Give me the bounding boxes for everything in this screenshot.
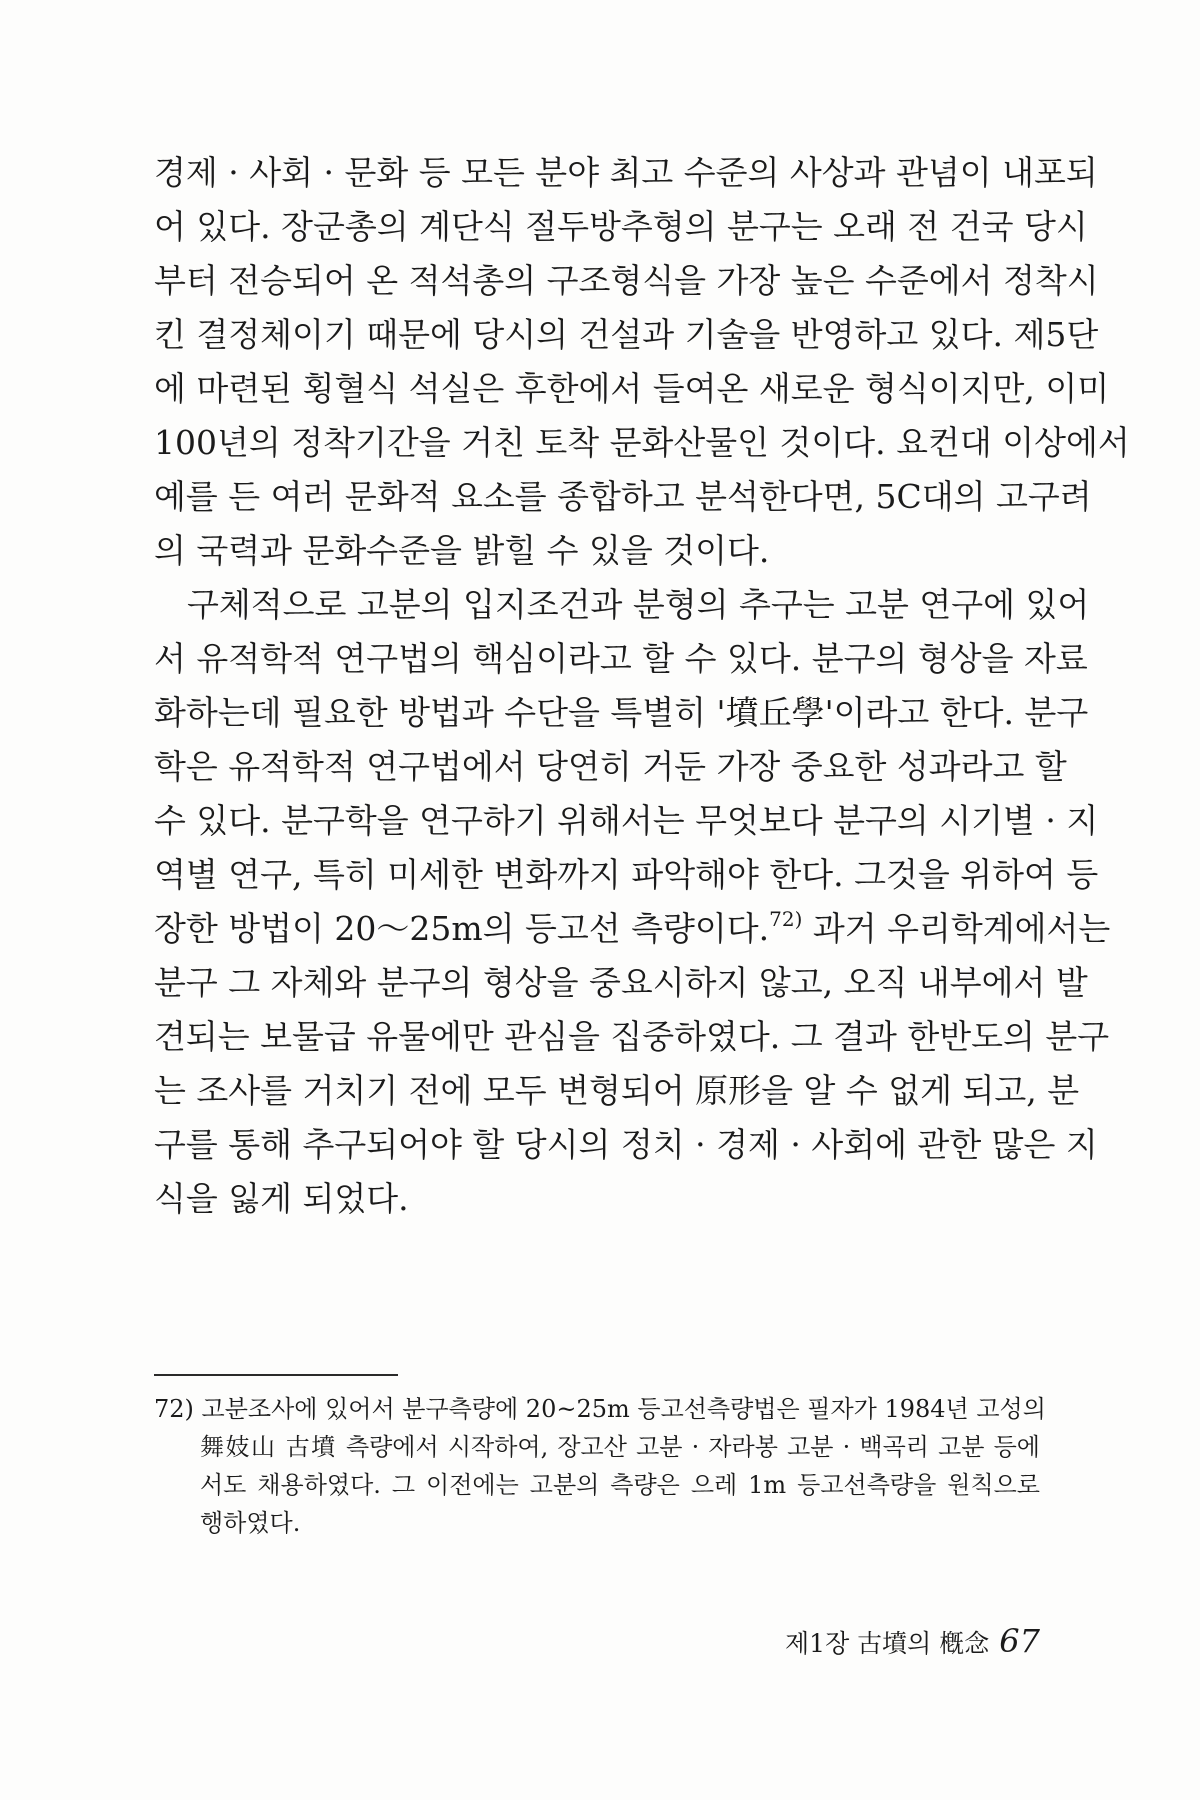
footnote-separator <box>154 1374 398 1376</box>
footnote-line: 행하였다. <box>200 1509 301 1537</box>
text-line-with-footnote <box>154 902 1111 956</box>
text-line: 화하는데 필요한 방법과 수단을 특별히 '墳丘學'이라고 한다. 분구 <box>154 693 1089 732</box>
text-segment: 장한 방법이 20～25m의 등고선 측량이다. <box>154 909 770 948</box>
text-line: 학은 유적학적 연구법에서 당연히 거둔 가장 중요한 성과라고 할 <box>154 747 1067 786</box>
text-line: 분구 그 자체와 분구의 형상을 중요시하지 않고, 오직 내부에서 발 <box>154 963 1088 1002</box>
text-line: 서 유적학적 연구법의 핵심이라고 할 수 있다. 분구의 형상을 자료 <box>154 639 1088 678</box>
text-line: 킨 결정체이기 때문에 당시의 건설과 기술을 반영하고 있다. 제5단 <box>154 315 1099 354</box>
main-text <box>154 146 1130 1226</box>
text-line: 식을 잃게 되었다. <box>154 1179 409 1218</box>
footnote-line: 舞妓山 古墳 측량에서 시작하여, 장고산 고분 · 자라봉 고분 · 백곡리 고분 등에 <box>200 1433 1040 1461</box>
footnote-line: 72) 고분조사에 있어서 분구측량에 20~25m 등고선측량법은 필자가 1984년 고성의 <box>154 1395 1046 1423</box>
text-line: 는 조사를 거치기 전에 모두 변형되어 原形을 알 수 없게 되고, 분 <box>154 1071 1080 1110</box>
footnote-reference[interactable]: 72) <box>769 907 803 931</box>
text-line: 구를 통해 추구되어야 할 당시의 정치 · 경제 · 사회에 관한 많은 지 <box>154 1125 1098 1164</box>
text-line: 수 있다. 분구학을 연구하기 위해서는 무엇보다 분구의 시기별 · 지 <box>154 801 1099 840</box>
running-footer <box>785 1622 1040 1660</box>
text-line: 의 국력과 문화수준을 밝힐 수 있을 것이다. <box>154 531 770 570</box>
text-segment: 과거 우리학계에서는 <box>802 909 1111 948</box>
text-line: 경제 · 사회 · 문화 등 모든 분야 최고 수준의 사상과 관념이 내포되 <box>154 153 1098 192</box>
text-line: 부터 전승되어 온 적석총의 구조형식을 가장 높은 수준에서 정착시 <box>154 261 1099 300</box>
text-line: 구체적으로 고분의 입지조건과 분형의 추구는 고분 연구에 있어 <box>154 585 1090 624</box>
chapter-title: 제1장 古墳의 槪念 <box>785 1629 990 1658</box>
text-line: 에 마련된 횡혈식 석실은 후한에서 들여온 새로운 형식이지만, 이미 <box>154 369 1110 408</box>
page-number: 67 <box>999 1622 1040 1660</box>
footnote-line: 서도 채용하였다. 그 이전에는 고분의 측량은 으레 1m 등고선측량을 원칙으로 <box>200 1471 1040 1499</box>
text-line: 역별 연구, 특히 미세한 변화까지 파악해야 한다. 그것을 위하여 등 <box>154 855 1099 894</box>
text-line: 100년의 정착기간을 거친 토착 문화산물인 것이다. 요컨대 이상에서 <box>154 423 1130 462</box>
text-line: 견되는 보물급 유물에만 관심을 집중하였다. 그 결과 한반도의 분구 <box>154 1017 1110 1056</box>
text-line: 어 있다. 장군총의 계단식 절두방추형의 분구는 오래 전 건국 당시 <box>154 207 1088 246</box>
text-line: 예를 든 여러 문화적 요소를 종합하고 분석한다면, 5C대의 고구려 <box>154 477 1092 516</box>
footnote <box>154 1390 1046 1542</box>
